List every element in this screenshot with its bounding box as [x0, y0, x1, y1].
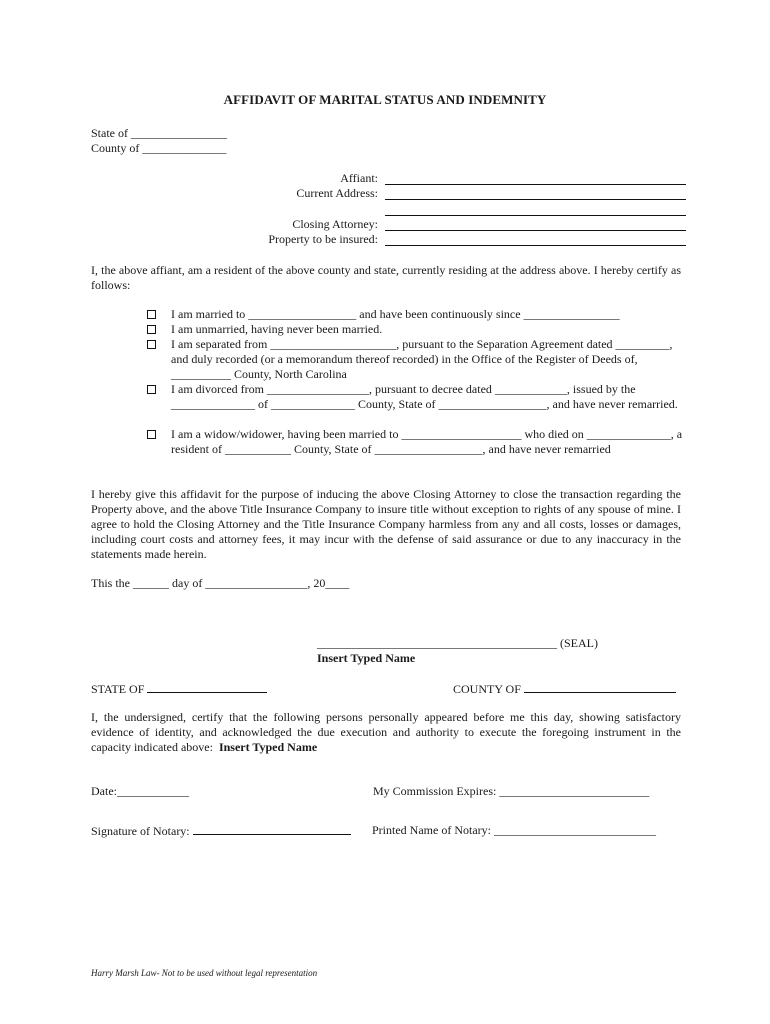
- option-separated: I am separated from _____________________, pursuant to the Separation Agreement dated _________, and duly recorded (or a memorandum thereof recorded) in the Office of the Register of Deeds of, __________ County, North Carolina: [171, 337, 673, 381]
- notary-state-field[interactable]: [147, 681, 267, 693]
- option-married: I am married to __________________ and have been continuously since ________________: [171, 307, 620, 321]
- checkbox-divorced[interactable]: [147, 385, 156, 394]
- closing-attorney-field[interactable]: [385, 230, 686, 231]
- notary-certify-text: I, the undersigned, certify that the following persons personally appeared before me this day, showing satisfactory evidence of identity, and acknowledged the due execution and authority to execute the foregoing instrument in the capacity indicated above:: [91, 710, 681, 754]
- intro-paragraph: I, the above affiant, am a resident of the above county and state, currently residing at the address above. I hereby certify as follows:: [91, 263, 681, 292]
- notary-signature-row: [91, 823, 351, 839]
- notary-insert-typed-name: Insert Typed Name: [218, 740, 318, 754]
- property-label: Property to be insured:: [268, 232, 378, 246]
- notary-state-row: [91, 681, 267, 697]
- checkbox-widowed[interactable]: [147, 430, 156, 439]
- current-address-field[interactable]: [385, 199, 686, 200]
- date-line: This the ______ day of _________________, 20____: [91, 576, 350, 590]
- commission-expires: My Commission Expires: _________________________: [373, 784, 650, 798]
- checkbox-married[interactable]: [147, 310, 156, 319]
- checkbox-unmarried[interactable]: [147, 325, 156, 334]
- closing-attorney-label: Closing Attorney:: [292, 217, 378, 231]
- checkbox-separated[interactable]: [147, 340, 156, 349]
- footer-disclaimer: Harry Marsh Law- Not to be used without legal representation: [91, 968, 318, 978]
- option-widowed: I am a widow/widower, having been married to ____________________ who died on ______________, a resident of ___________ County, State of __________________, and have never remarried: [171, 427, 683, 456]
- notary-county-row: [453, 681, 676, 697]
- property-field[interactable]: [385, 245, 686, 246]
- county-of-line: County of ______________: [91, 141, 227, 155]
- document-title: AFFIDAVIT OF MARITAL STATUS AND INDEMNITY: [223, 92, 547, 107]
- option-unmarried: I am unmarried, having never been married.: [171, 322, 383, 336]
- affiant-label: Affiant:: [340, 171, 378, 185]
- notary-state-label: STATE OF: [91, 682, 145, 696]
- notary-certify-paragraph: [91, 710, 681, 755]
- affiant-field[interactable]: [385, 184, 686, 185]
- notary-signature-field[interactable]: [193, 823, 351, 835]
- option-divorced: I am divorced from _________________, pursuant to decree dated ____________, issued by the ______________ of ______________ County, State of __________________, and have never remarried.: [171, 382, 678, 411]
- printed-name-of-notary: Printed Name of Notary: ___________________________: [372, 823, 656, 837]
- current-address-label: Current Address:: [296, 186, 378, 200]
- notary-date: Date:____________: [91, 784, 189, 798]
- state-of-line: State of ________________: [91, 126, 227, 140]
- notary-county-label: COUNTY OF: [453, 682, 521, 696]
- indemnity-paragraph: I hereby give this affidavit for the purpose of inducing the above Closing Attorney to close the transaction regarding the Property above, and the above Title Insurance Company to insure title without exception to rights of any spouse of mine. I agree to hold the Closing Attorney and the Title Insurance Company harmless from any and all costs, losses or damages, including court costs and attorney fees, it may incur with the defense of said assurance or due to any inaccuracy in the statements made herein.: [91, 487, 681, 561]
- notary-county-field[interactable]: [524, 681, 676, 693]
- insert-typed-name: Insert Typed Name: [317, 651, 416, 665]
- notary-signature-label: Signature of Notary:: [91, 824, 190, 838]
- seal-signature-line: ________________________________________ (SEAL): [317, 636, 598, 650]
- current-address-field-2[interactable]: [385, 215, 686, 216]
